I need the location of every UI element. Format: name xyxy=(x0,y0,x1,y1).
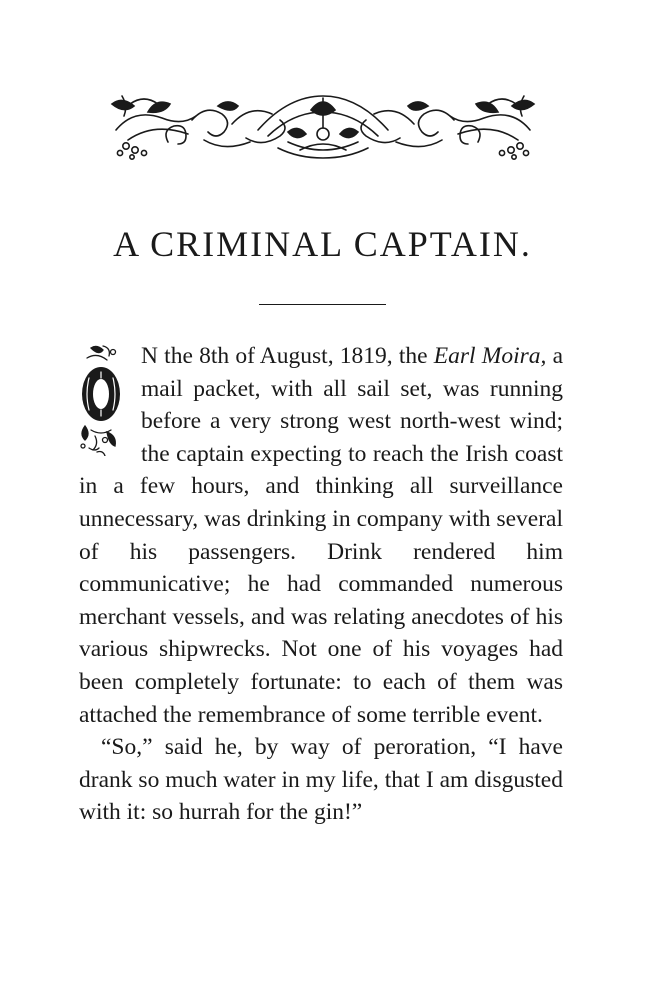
chapter-body xyxy=(79,340,563,829)
paragraph-2: “So,” said he, by way of peroration, “I have drank so much water in my life, that I am disgusted with it: so hurrah for the gin!” xyxy=(79,734,563,826)
paragraph-1-rest: a mail packet, with all sail set, was running before a very strong west north-west wind; the captain expecting to reach the Irish coast in a few hours, and thinking all surveillance unnecessary, was drinking in company with several of his passengers. Drink rendered him communicative; he had commanded numerous merchant vessels, and was relating anecdotes of his various shipwrecks. Not one of his voyages had been completely fortunate: to each of them was attached the remembrance of some terrible event. xyxy=(79,343,564,728)
title-divider-rule xyxy=(259,304,386,305)
chapter-title: A CRIMINAL CAPTAIN. xyxy=(113,224,532,264)
paragraph-1-lead: N the 8th of August, 1819, the xyxy=(141,343,434,369)
ship-name: Earl Moira, xyxy=(433,343,547,369)
ornamental-initial-O-icon xyxy=(77,344,129,456)
floral-headpiece-ornament xyxy=(108,90,538,162)
paragraph-1 xyxy=(79,340,563,731)
